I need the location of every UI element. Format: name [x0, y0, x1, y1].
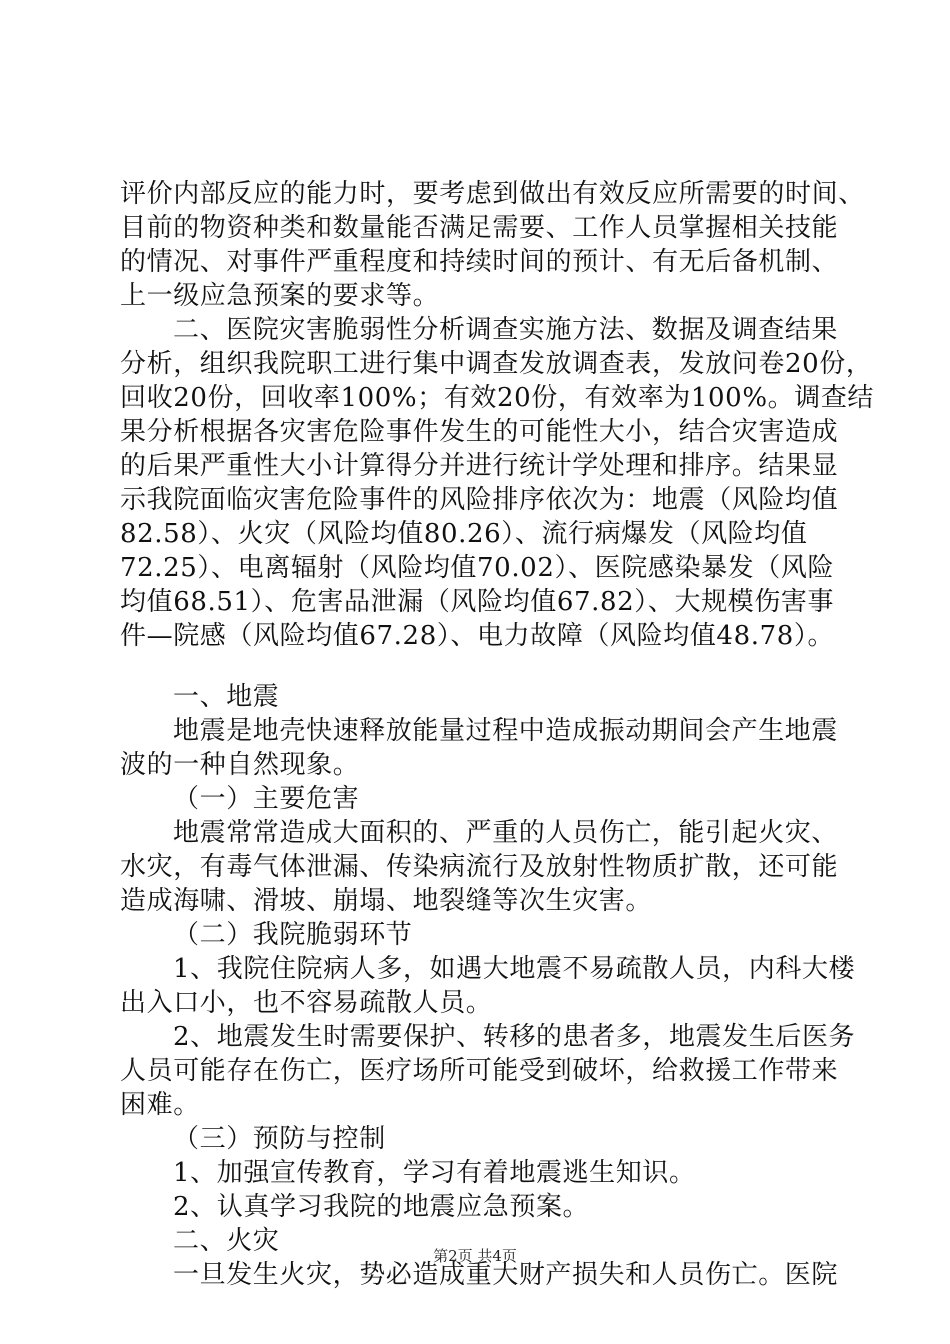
- text-line: 的后果严重性大小计算得分并进行统计学处理和排序。结果显: [120, 451, 839, 481]
- text-line: 82.58）、火灾（风险均值80.26）、流行病爆发（风险均值: [120, 519, 808, 549]
- section-heading: 二、火灾: [173, 1226, 280, 1256]
- text-line: 困难。: [120, 1090, 200, 1120]
- text-line: 件—院感（风险均值67.28）、电力故障（风险均值48.78）。: [120, 621, 835, 651]
- text-line: 水灾，有毒气体泄漏、传染病流行及放射性物质扩散，还可能: [120, 852, 839, 882]
- page-number-footer: 第2页 共4页: [433, 1247, 517, 1265]
- subsection-heading: （一）主要危害: [173, 784, 360, 814]
- text-line: 上一级应急预案的要求等。: [120, 281, 440, 311]
- text-line: 分析，组织我院职工进行集中调查发放调查表，发放问卷20份，: [120, 349, 873, 379]
- text-line: 的情况、对事件严重程度和持续时间的预计、有无后备机制、: [120, 247, 839, 277]
- text-line: 出入口小，也不容易疏散人员。: [120, 988, 493, 1018]
- text-line: 1、加强宣传教育，学习有着地震逃生知识。: [173, 1158, 696, 1188]
- text-line: 二、医院灾害脆弱性分析调查实施方法、数据及调查结果: [173, 315, 839, 345]
- text-line: 地震是地壳快速释放能量过程中造成振动期间会产生地震: [173, 716, 839, 746]
- text-line: 一旦发生火灾，势必造成重大财产损失和人员伤亡。医院: [173, 1260, 839, 1290]
- text-line: 72.25）、电离辐射（风险均值70.02）、医院感染暴发（风险: [120, 553, 835, 583]
- text-line: 人员可能存在伤亡，医疗场所可能受到破坏，给救援工作带来: [120, 1056, 839, 1086]
- text-line: 地震常常造成大面积的、严重的人员伤亡，能引起火灾、: [173, 818, 839, 848]
- text-line: 示我院面临灾害危险事件的风险排序依次为：地震（风险均值: [120, 485, 839, 515]
- text-line: 评价内部反应的能力时，要考虑到做出有效反应所需要的时间、: [120, 179, 865, 209]
- text-line: 均值68.51）、危害品泄漏（风险均值67.82）、大规模伤害事: [120, 587, 835, 617]
- text-line: 目前的物资种类和数量能否满足需要、工作人员掌握相关技能: [120, 213, 839, 243]
- text-line: 2、地震发生时需要保护、转移的患者多，地震发生后医务: [173, 1022, 856, 1052]
- text-line: 果分析根据各灾害危险事件发生的可能性大小，结合灾害造成: [120, 417, 839, 447]
- text-line: 波的一种自然现象。: [120, 750, 360, 780]
- subsection-heading: （二）我院脆弱环节: [173, 920, 413, 950]
- text-line: 1、我院住院病人多，如遇大地震不易疏散人员，内科大楼: [173, 954, 856, 984]
- section-heading: 一、地震: [173, 682, 280, 712]
- text-line: 回收20份，回收率100%；有效20份，有效率为100%。调查结: [120, 383, 875, 413]
- text-line: 2、认真学习我院的地震应急预案。: [173, 1192, 590, 1222]
- text-line: 造成海啸、滑坡、崩塌、地裂缝等次生灾害。: [120, 886, 653, 916]
- subsection-heading: （三）预防与控制: [173, 1124, 386, 1154]
